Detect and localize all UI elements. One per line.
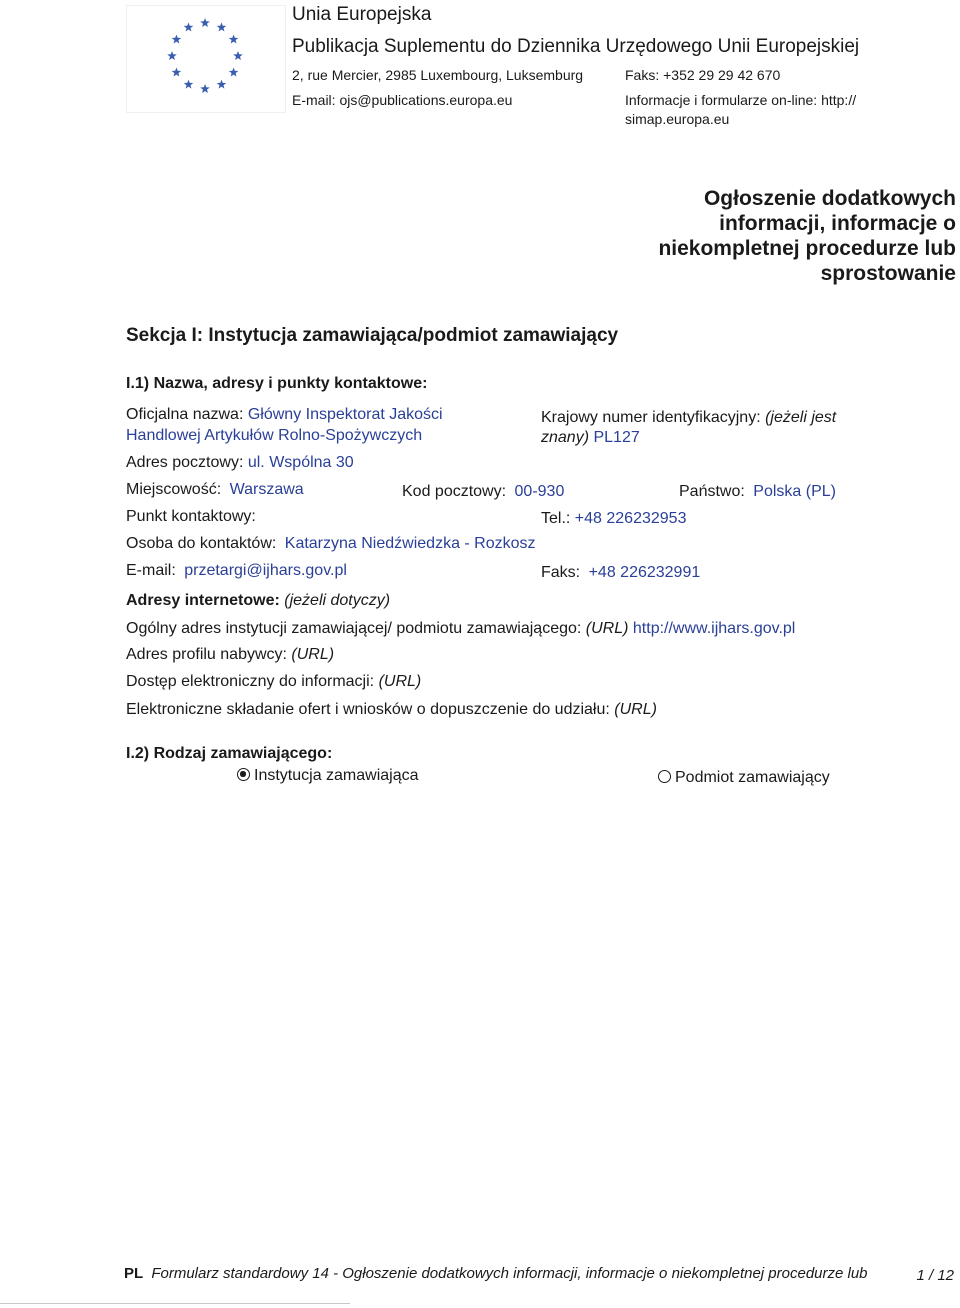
notice-title-line-4: sprostowanie xyxy=(820,262,956,285)
fax-label: Faks: xyxy=(541,564,581,581)
buyer-profile-url-tag: (URL) xyxy=(291,646,335,663)
star-icon xyxy=(229,35,239,44)
tel-value: +48 226232953 xyxy=(574,510,687,527)
postcode-label: Kod pocztowy: xyxy=(402,483,507,500)
city-row xyxy=(126,481,304,499)
postal-address-row xyxy=(126,454,354,472)
section-heading: Sekcja I: Instytucja zamawiająca/podmiot zamawiający xyxy=(126,325,619,346)
e-submission-row xyxy=(126,701,657,719)
star-icon xyxy=(217,22,227,31)
national-id-label: Krajowy numer identyfikacyjny: xyxy=(541,409,761,426)
country-label: Państwo: xyxy=(679,483,745,500)
fax-value: +48 226232991 xyxy=(588,564,701,581)
contact-person-label: Osoba do kontaktów: xyxy=(126,535,277,552)
subsection-2-heading: I.2) Rodzaj zamawiającego: xyxy=(126,745,333,762)
org-name: Unia Europejska xyxy=(292,4,432,25)
national-id-note-2: znany) xyxy=(541,429,590,446)
star-icon xyxy=(229,68,239,77)
footer-lang: PL xyxy=(124,1265,144,1282)
footer-page-number: 1 / 12 xyxy=(916,1267,954,1284)
info-line-2: simap.europa.eu xyxy=(625,111,730,127)
star-icon xyxy=(233,51,243,60)
notice-title-line-1: Ogłoszenie dodatkowych xyxy=(703,187,956,210)
fax-row xyxy=(541,564,700,582)
internet-addresses-row xyxy=(126,592,390,610)
e-submission-url-tag: (URL) xyxy=(614,701,657,718)
general-url-row xyxy=(126,620,795,638)
contact-person-value: Katarzyna Niedźwiedzka - Rozkosz xyxy=(284,535,536,552)
official-name-value-1: Główny Inspektorat Jakości xyxy=(247,406,443,423)
option-authority[interactable] xyxy=(237,767,419,785)
footer-form-row xyxy=(124,1265,868,1282)
official-name-label: Oficjalna nazwa: xyxy=(126,406,244,423)
notice-title-line-2: informacji, informacje o xyxy=(719,212,956,235)
city-value: Warszawa xyxy=(229,481,304,498)
star-icon xyxy=(184,80,194,89)
buyer-profile-row xyxy=(126,646,334,664)
postal-address-label: Adres pocztowy: xyxy=(126,454,244,471)
star-icon xyxy=(200,18,210,27)
footer-divider xyxy=(0,1303,350,1304)
e-submission-label: Elektroniczne składanie ofert i wniosków o dopuszczenie do udziału: xyxy=(126,701,610,718)
tel-label: Tel.: xyxy=(541,510,571,527)
national-id-row xyxy=(541,409,836,427)
city-label: Miejscowość: xyxy=(126,481,222,498)
official-name-row xyxy=(126,406,443,424)
eu-flag-stars-icon xyxy=(127,6,285,112)
publisher-email: E-mail: ojs@publications.europa.eu xyxy=(292,92,513,108)
option-entity-label: Podmiot zamawiający xyxy=(675,769,830,786)
email-label: E-mail: xyxy=(126,562,176,579)
contact-person-row xyxy=(126,535,536,553)
e-access-label: Dostęp elektroniczny do informacji: xyxy=(126,673,375,690)
official-name-value-2: Handlowej Artykułów Rolno-Spożywczych xyxy=(126,427,423,444)
buyer-profile-label: Adres profilu nabywcy: xyxy=(126,646,287,663)
option-authority-label: Instytucja zamawiająca xyxy=(254,767,419,784)
general-url-tag: (URL) xyxy=(585,620,629,637)
contact-point-label: Punkt kontaktowy: xyxy=(126,508,256,525)
star-icon xyxy=(167,51,177,60)
country-row xyxy=(679,483,836,501)
publisher-fax: Faks: +352 29 29 42 670 xyxy=(625,67,781,83)
internet-addresses-note: (jeżeli dotyczy) xyxy=(284,592,391,609)
star-icon xyxy=(172,35,182,44)
general-url-label: Ogólny adres instytucji zamawiającej/ podmiotu zamawiającego: xyxy=(126,620,582,637)
star-icon xyxy=(172,68,182,77)
star-icon xyxy=(184,22,194,31)
postal-address-value: ul. Wspólna 30 xyxy=(247,454,354,471)
tel-row xyxy=(541,510,686,528)
radio-unselected-icon[interactable] xyxy=(658,770,671,783)
e-access-row xyxy=(126,673,421,691)
postcode-row xyxy=(402,483,564,501)
national-id-row-2 xyxy=(541,429,640,447)
footer-form-name: Formularz standardowy 14 - Ogłoszenie dodatkowych informacji, informacje o niekompletnej procedurze lub xyxy=(151,1265,868,1282)
email-value[interactable]: przetargi@ijhars.gov.pl xyxy=(184,562,347,579)
national-id-note-1: (jeżeli jest xyxy=(765,409,837,426)
publisher-address: 2, rue Mercier, 2985 Luxembourg, Luksemburg xyxy=(292,67,584,83)
postcode-value: 00-930 xyxy=(514,483,565,500)
country-value: Polska (PL) xyxy=(753,483,836,500)
email-row xyxy=(126,562,347,580)
star-icon xyxy=(217,80,227,89)
general-url-value[interactable]: http://www.ijhars.gov.pl xyxy=(632,620,796,637)
option-entity[interactable] xyxy=(658,769,830,787)
subsection-1-heading: I.1) Nazwa, adresy i punkty kontaktowe: xyxy=(126,375,428,392)
radio-selected-icon[interactable] xyxy=(237,768,250,781)
star-icon xyxy=(200,84,210,93)
eu-flag-logo xyxy=(126,5,286,113)
info-line-1: Informacje i formularze on-line: http:// xyxy=(625,92,857,108)
internet-addresses-label: Adresy internetowe: xyxy=(126,592,280,609)
national-id-value: PL127 xyxy=(593,429,640,446)
e-access-url-tag: (URL) xyxy=(378,673,422,690)
notice-title-line-3: niekompletnej procedurze lub xyxy=(658,237,956,260)
publisher-name: Publikacja Suplementu do Dziennika Urzędowego Unii Europejskiej xyxy=(292,36,860,57)
